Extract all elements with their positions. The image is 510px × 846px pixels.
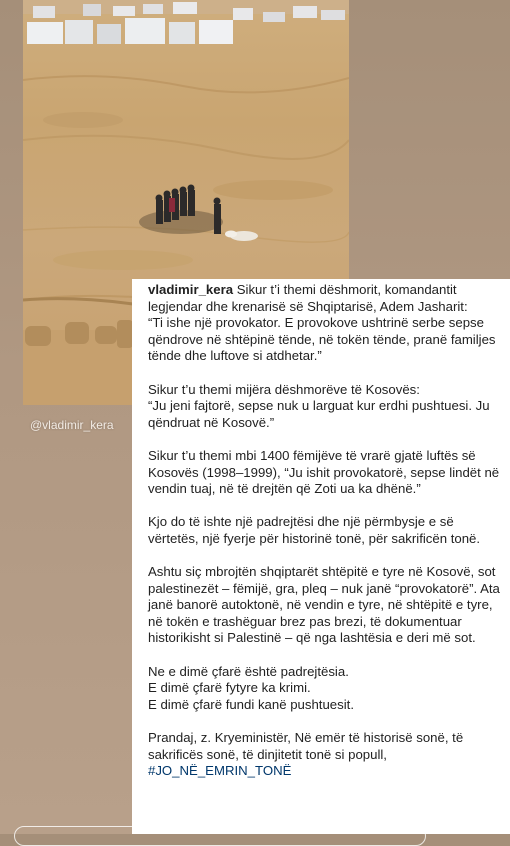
caption-paragraph-2 — [148, 382, 502, 432]
hashtag-link[interactable]: #JO_NË_EMRIN_TONË — [148, 763, 292, 779]
caption-line: E dimë çfarë fundi kanë pushtuesit. — [148, 696, 354, 712]
caption-paragraph-3: Sikur t’u themi mbi 1400 fëmijëve të vrarë gjatë luftës së Kosovës (1998–1999), “Ju ishit provokatorë, sepse lindët në vendin tuaj, në të drejtën që Zoti ua ka dhënë.” — [148, 447, 500, 497]
caption-panel — [132, 279, 510, 834]
caption-closing: Prandaj, z. Kryeministër, Në emër të historisë sonë, të sakrificës sonë, të dinjitetit tonë si popull, — [148, 730, 464, 762]
caption-line: E dimë çfarë fytyre ka krimi. — [148, 680, 311, 696]
username-watermark: @vladimir_kera — [30, 418, 114, 432]
caption-paragraph-1 — [148, 282, 502, 365]
caption-quote-1: “Ti ishe një provokator. E provokove ushtrinë serbe sepse qëndrove në shtëpinë tënde, në tokën tënde, pranë familjes tënde dhe luftove si atdhetar.” — [148, 315, 496, 364]
caption-intro-1: Sikur t’i themi dëshmorit, komandantit legjendar dhe krenarisë së Shqiptarisë, Adem Jasharit: — [148, 282, 468, 314]
reply-input[interactable] — [14, 826, 426, 846]
caption-username[interactable]: vladimir_kera — [148, 282, 234, 297]
caption-paragraph-6 — [148, 664, 502, 714]
caption-paragraph-5: Ashtu siç mbrojtën shqiptarët shtëpitë e tyre në Kosovë, sot palestinezët – fëmijë, gra, pleq – nuk janë “provokatorë”. Ata janë banorë autoktonë, në vendin e tyre, në shtëpitë e tyre, në tokën e trashëguar brez pas brezi, të dokumentuar historikisht si Palestinë – që nga lashtësia e deri më sot. — [148, 564, 500, 646]
caption-paragraph-7 — [148, 730, 502, 780]
caption-intro-2: Sikur t’u themi mijëra dëshmorëve të Kosovës: — [148, 381, 420, 397]
caption-quote-2: “Ju jeni fajtorë, sepse nuk u larguat kur erdhi pushtuesi. Ju qëndruat në Kosovë.” — [148, 398, 490, 430]
caption-line: Ne e dimë çfarë është padrejtësia. — [148, 663, 349, 679]
caption-paragraph-4: Kjo do të ishte një padrejtësi dhe një përmbysje e së vërtetës, një fyerje për historinë tonë, për sakrificën tonë. — [148, 514, 481, 546]
